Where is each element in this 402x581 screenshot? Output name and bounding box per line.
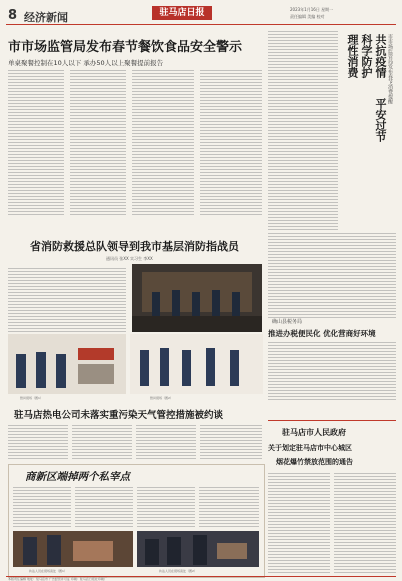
market-headline: 商新区端掉两个私宰点 — [25, 471, 130, 483]
section-title: 经济新闻 — [24, 11, 68, 24]
fire-headline: 省消防救援总队领导到我市基层消防指战员 — [30, 240, 239, 253]
masthead-text: 驻马店日报 — [159, 8, 205, 18]
tax-body — [268, 342, 396, 400]
fire-photo-3 — [130, 334, 263, 394]
lead-body-col2 — [70, 70, 126, 215]
market-body-col4 — [199, 487, 259, 527]
lead-headline: 市市场监管局发布春节餐饮食品安全警示 — [8, 40, 243, 55]
market-photo-caption-2: 执法人员在现场查处（图2） — [159, 569, 197, 573]
edition-info: 2023年1月16日 星期一 — [290, 7, 334, 12]
editor-info: 责任编辑 美编 校对 — [290, 14, 325, 19]
market-photo-2 — [137, 531, 259, 567]
side-headline-line2: 科学防护 — [360, 34, 373, 78]
side-kicker: 市市场监管局发布春节消费提醒 — [387, 34, 393, 104]
notice-issuer: 驻马店市人民政府 — [282, 427, 346, 437]
market-body-col2 — [75, 487, 133, 527]
tax-headline: 推进办税便民化 优化营商好环境 — [268, 329, 376, 338]
page-header — [0, 0, 402, 26]
market-photo-caption-1: 执法人员在现场查处（图1） — [29, 569, 67, 573]
side-vertical-headline — [344, 34, 396, 234]
footer-text: 本版责任编辑 地址：驻马店市 广告经营许可证 印刷：驻马店日报社印刷厂 — [8, 577, 107, 581]
lead-story — [8, 30, 263, 220]
weather-story — [8, 405, 263, 461]
notice-body-col1 — [268, 473, 330, 573]
lead-body-col1 — [8, 70, 64, 215]
side-headline-line1: 理性消费 — [346, 34, 359, 78]
tax-kicker: 确山县税务局 — [272, 319, 303, 325]
side-headline-line4: 平安过节 — [374, 98, 387, 142]
fire-photo-caption-2: 慰问现场（图2） — [150, 396, 173, 400]
market-photo-2-image — [137, 531, 259, 567]
lead-subhead: 单桌聚餐控制在10人以下 承办50人以上聚餐提前报告 — [8, 59, 164, 67]
tax-story — [268, 318, 396, 418]
market-body-col1 — [13, 487, 71, 527]
weather-body-col1 — [8, 423, 68, 459]
masthead-logo — [152, 6, 212, 20]
side-headline-line3: 共抗疫情 — [374, 34, 387, 78]
fire-photo-1-image — [132, 264, 262, 332]
lead-body-col3 — [132, 70, 194, 215]
market-photo-1 — [13, 531, 133, 567]
weather-body-col3 — [136, 423, 196, 459]
market-story — [8, 464, 265, 578]
market-photo-1-image — [13, 531, 133, 567]
notice-body-col2 — [334, 473, 396, 573]
side-body-lower — [268, 232, 396, 318]
fire-body — [8, 266, 126, 332]
fire-story — [8, 228, 263, 328]
notice-title-line2: 烟花爆竹禁放范围的通告 — [276, 457, 353, 466]
weather-body-col4 — [200, 423, 262, 459]
weather-headline: 驻马店热电公司未落实重污染天气管控措施被约谈 — [14, 410, 224, 421]
side-story — [268, 30, 396, 230]
side-body-top — [268, 30, 338, 230]
page-number: 8 — [8, 8, 18, 23]
fire-photo-1 — [132, 264, 262, 332]
weather-body-col2 — [72, 423, 132, 459]
fire-photo-2-image — [8, 334, 126, 394]
market-body-col3 — [137, 487, 195, 527]
notice-title-line1: 关于划定驻马店市中心城区 — [268, 443, 352, 452]
header-rule — [6, 24, 396, 25]
lead-body-col4 — [200, 70, 262, 215]
fire-byline: 通讯员 张XX 实习生 李XX — [106, 256, 153, 261]
fire-photo-caption-1: 慰问现场（图1） — [20, 396, 43, 400]
government-notice — [268, 420, 396, 577]
fire-photo-3-image — [130, 334, 263, 394]
fire-photo-2 — [8, 334, 126, 394]
